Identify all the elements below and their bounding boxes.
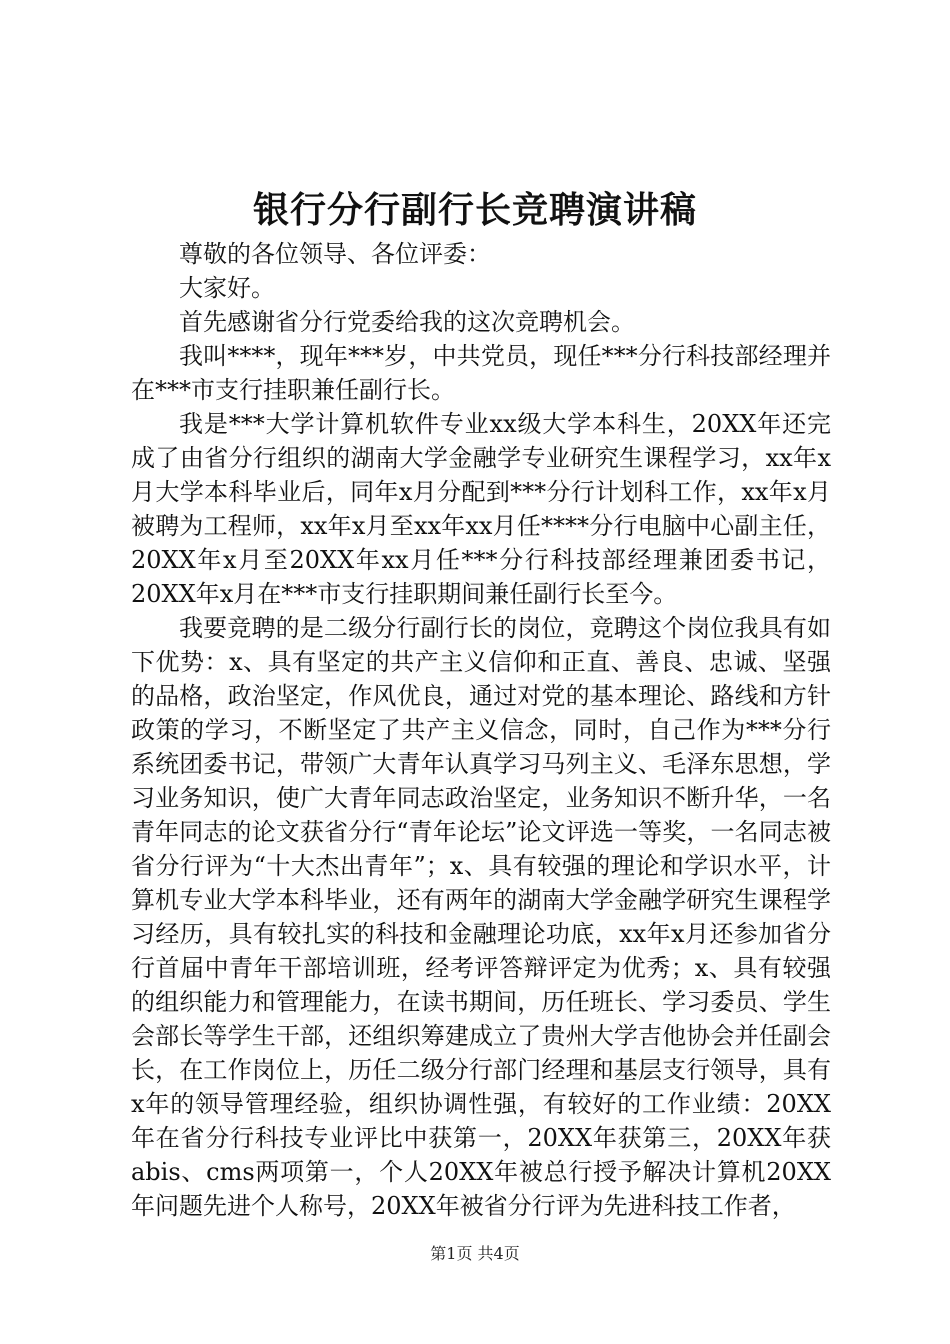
page-footer: 第1页 共4页 [430, 1244, 520, 1263]
paragraph-advantages: 我要竞聘的是二级分行副行长的岗位，竞聘这个岗位我具有如下优势：x、具有坚定的共产主义信仰和正直、善良、忠诚、坚强的品格，政治坚定，作风优良，通过对党的基本理论、路线和方针政策的学习，不断坚定了共产主义信念，同时，自己作为***分行系统团委书记，带领广大青年认真学习马列主义、毛泽东思想，学习业务知识，使广大青年同志政治坚定，业务知识不断升华，一名青年同志的论文获省分行“青年论坛”论文评选一等奖，一名同志被省分行评为“十大杰出青年”；x、具有较强的理论和学识水平，计算机专业大学本科毕业，还有两年的湖南大学金融学研究生课程学习经历，具有较扎实的科技和金融理论功底，xx年x月还参加省分行首届中青年干部培训班，经考评答辩评定为优秀；x、具有较强的组织能力和管理能力，在读书期间，历任班长、学习委员、学生会部长等学生干部，还组织筹建成立了贵州大学吉他协会并任副会长，在工作岗位上，历任二级分行部门经理和基层支行领导，具有x年的领导管理经验，组织协调性强，有较好的工作业绩：20XX年在省分行科技专业评比中获第一，20XX年获第三，20XX年获abis、cms两项第一，个人20XX年被总行授予解决计算机20XX年问题先进个人称号，20XX年被省分行评为先进科技工作者， [131, 614, 831, 1220]
paragraph-education-history: 我是***大学计算机软件专业xx级大学本科生，20XX年还完成了由省分行组织的湖南大学金融学专业研究生课程学习，xx年x月大学本科毕业后，同年x月分配到***分行计划科工作，xx年x月被聘为工程师，xx年x月至xx年xx月任****分行电脑中心副主任，20XX年x月至20XX年xx月任***分行科技部经理兼团委书记，20XX年x月在***市支行挂职期间兼任副行长至今。 [131, 410, 831, 608]
paragraph-introduction: 我叫****，现年***岁，中共党员，现任***分行科技部经理并在***市支行挂职兼任副行长。 [131, 342, 831, 404]
paragraph-thanks: 首先感谢省分行党委给我的这次竞聘机会。 [179, 308, 635, 336]
document-title: 银行分行副行长竞聘演讲稿 [252, 189, 697, 231]
document-body [131, 237, 831, 1223]
paragraph-greeting: 大家好。 [179, 274, 275, 302]
paragraph-salutation: 尊敬的各位领导、各位评委： [179, 240, 491, 268]
